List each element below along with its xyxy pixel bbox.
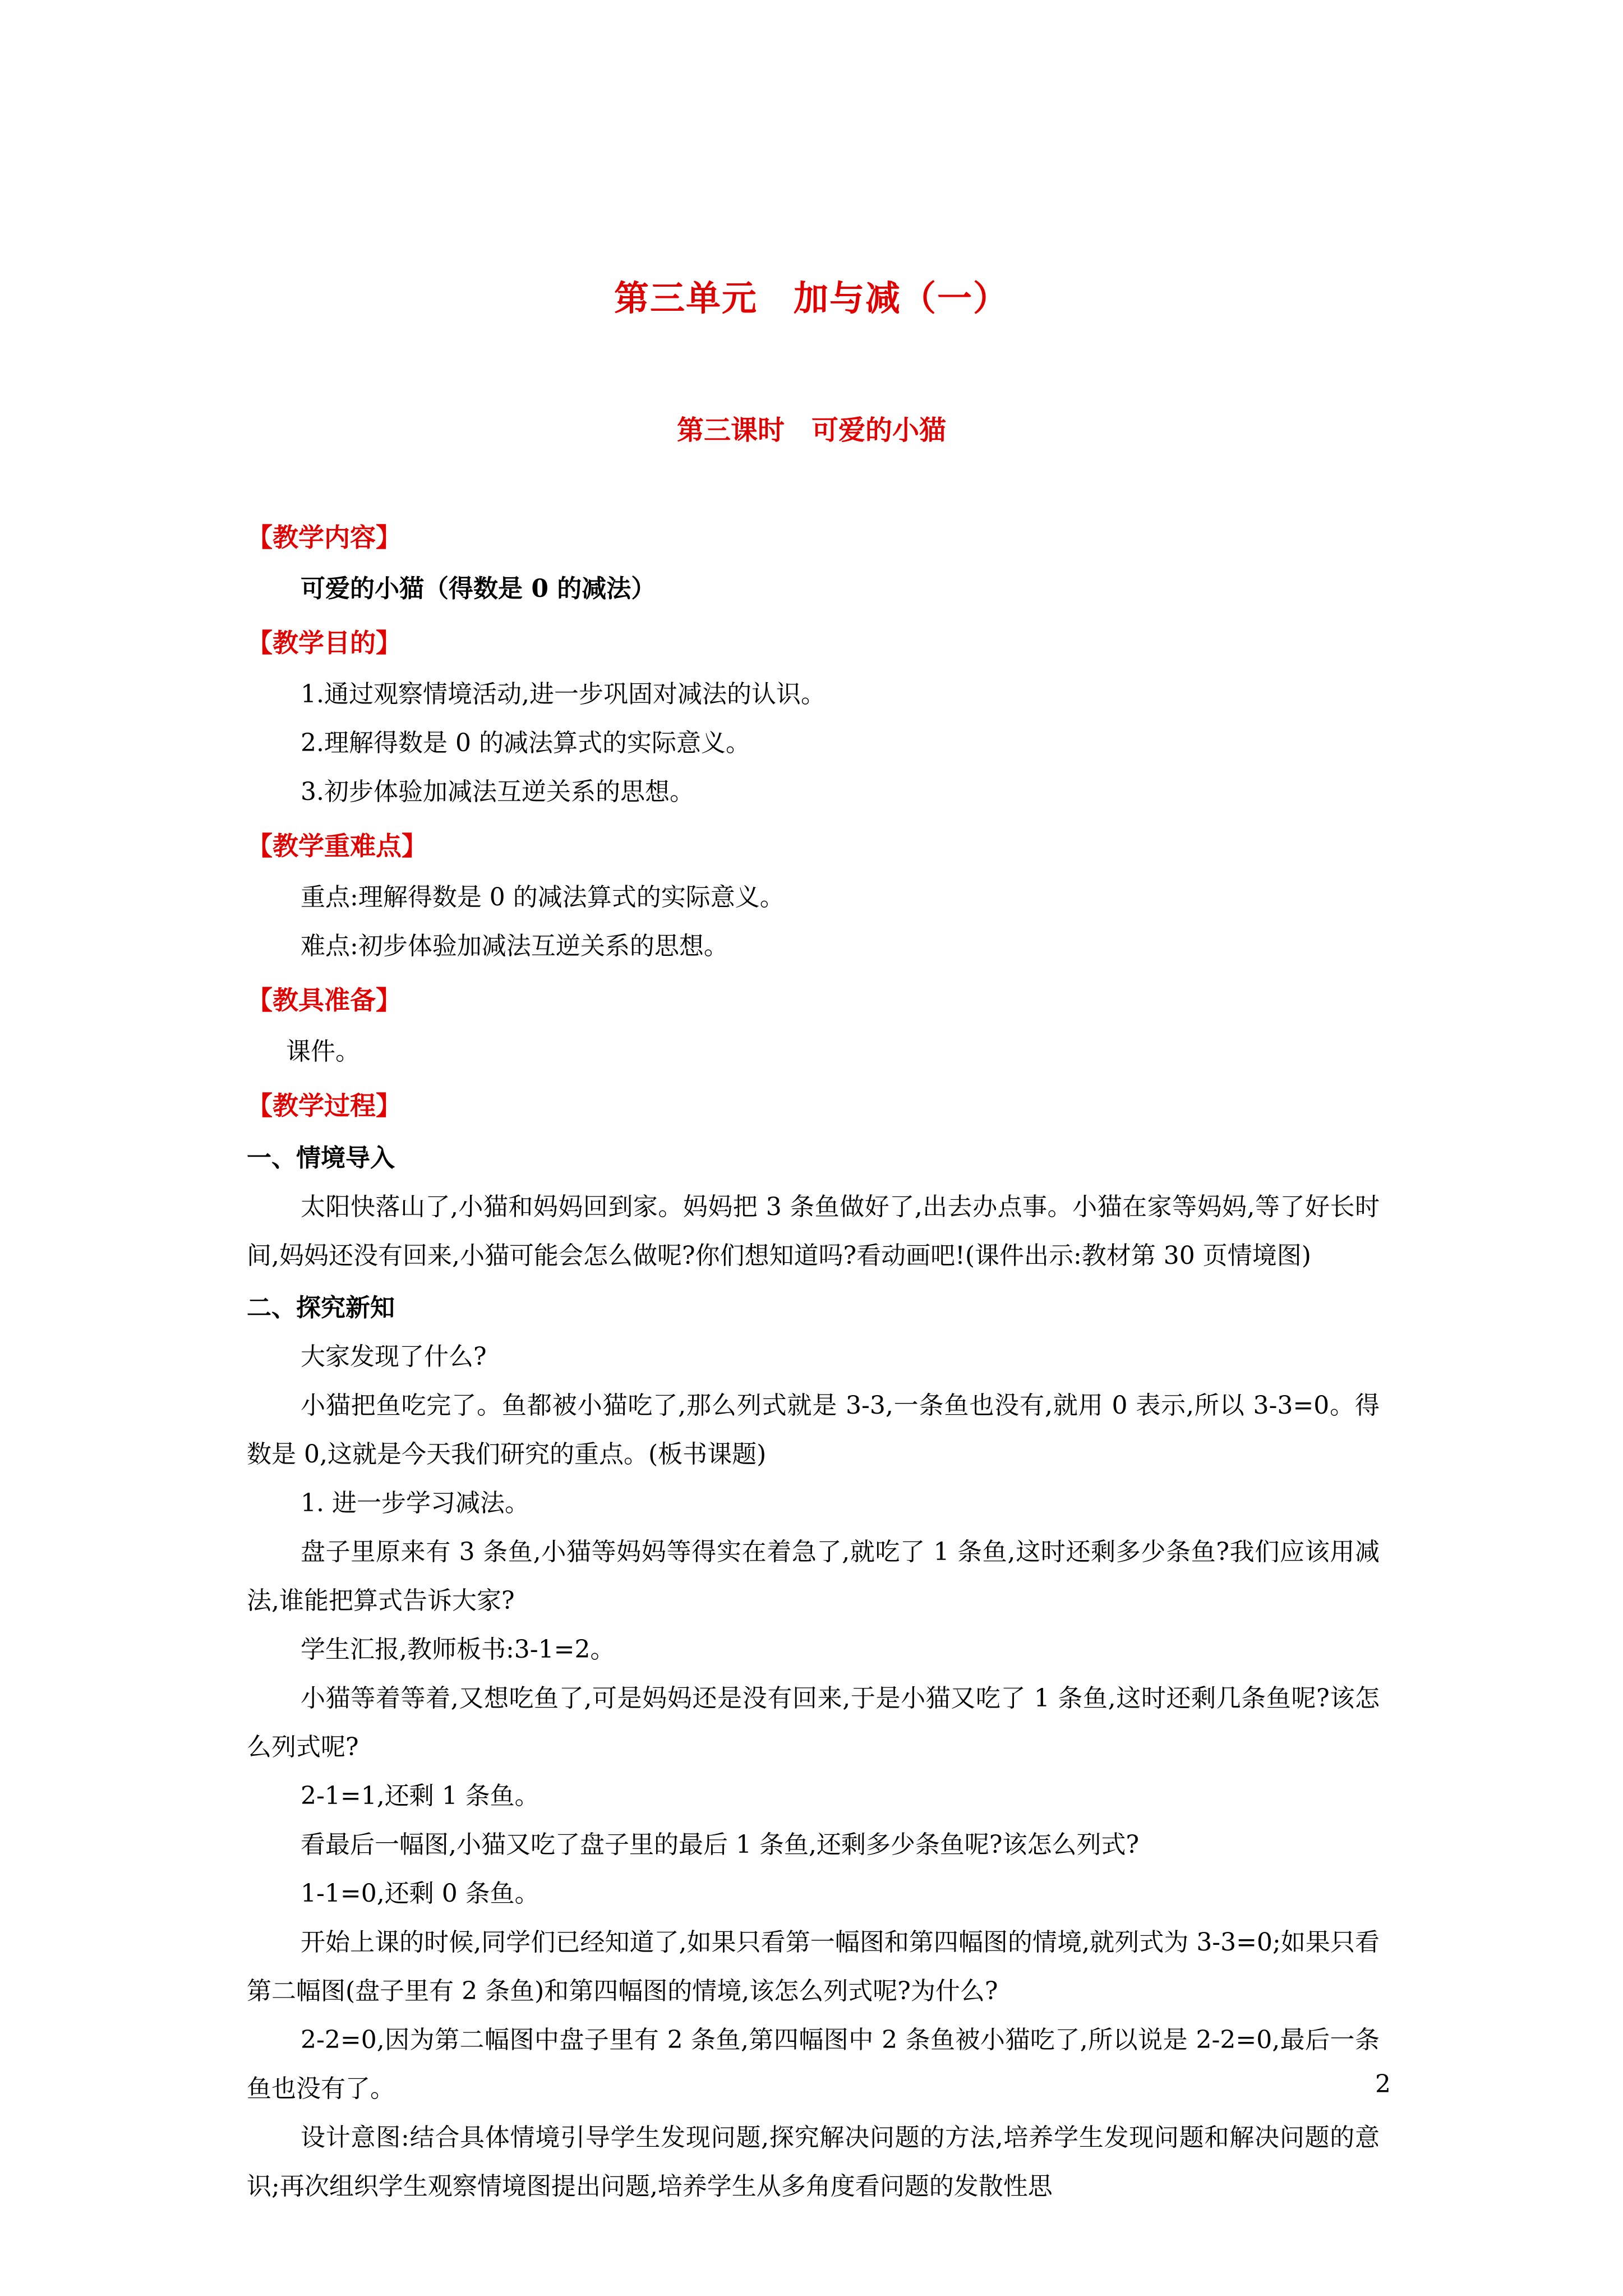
section-heading-content: 【教学内容】 <box>247 522 402 553</box>
body-paragraph: 盘子里原来有 3 条鱼,小猫等妈妈等得实在着急了,就吃了 1 条鱼,这时还剩多少条鱼?我们应该用减法,谁能把算式告诉大家? <box>247 1538 1380 1615</box>
section-heading-key-points: 【教学重难点】 <box>247 831 427 861</box>
tools-text: 课件。 <box>286 1037 360 1066</box>
lesson-subtitle: 第三课时 可爱的小猫 <box>676 415 946 446</box>
content-text: 可爱的小猫（得数是 0 的减法） <box>301 574 656 603</box>
page-number: 2 <box>1375 2070 1391 2099</box>
section-heading-process: 【教学过程】 <box>247 1091 402 1121</box>
goal-item: 2.理解得数是 0 的减法算式的实际意义。 <box>301 729 750 757</box>
body-paragraph: 小猫等着等着,又想吃鱼了,可是妈妈还是没有回来,于是小猫又吃了 1 条鱼,这时还剩几条鱼呢?该怎么列式呢? <box>247 1684 1380 1761</box>
key-point-item: 重点:理解得数是 0 的减法算式的实际意义。 <box>301 883 785 912</box>
section-heading-goals: 【教学目的】 <box>247 628 402 658</box>
body-paragraph: 看最后一幅图,小猫又吃了盘子里的最后 1 条鱼,还剩多少条鱼呢?该怎么列式? <box>301 1830 1140 1859</box>
body-paragraph: 1. 进一步学习减法。 <box>301 1489 529 1517</box>
body-paragraph: 设计意图:结合具体情境引导学生发现问题,探究解决问题的方法,培养学生发现问题和解决问题的意识;再次组织学生观察情境图提出问题,培养学生从多角度看问题的发散性思 <box>247 2123 1380 2201</box>
body-paragraph: 开始上课的时候,同学们已经知道了,如果只看第一幅图和第四幅图的情境,就列式为 3-3=0;如果只看第二幅图(盘子里有 2 条鱼)和第四幅图的情境,该怎么列式呢?为什么? <box>247 1928 1380 2005</box>
body-paragraph: 2-1=1,还剩 1 条鱼。 <box>301 1782 540 1810</box>
part-heading-intro: 一、情境导入 <box>247 1144 395 1172</box>
goal-item: 1.通过观察情境活动,进一步巩固对减法的认识。 <box>301 680 826 708</box>
key-point-item: 难点:初步体验加减法互逆关系的思想。 <box>301 932 728 960</box>
document-body <box>247 508 1380 2211</box>
body-paragraph: 2-2=0,因为第二幅图中盘子里有 2 条鱼,第四幅图中 2 条鱼被小猫吃了,所以说是 2-2=0,最后一条鱼也没有了。 <box>247 2026 1380 2103</box>
body-paragraph: 大家发现了什么? <box>301 1342 487 1371</box>
goal-item: 3.初步体验加减法互逆关系的思想。 <box>301 777 694 806</box>
part-heading-explore: 二、探究新知 <box>247 1294 395 1322</box>
unit-title: 第三单元 加与减（一） <box>614 278 1009 319</box>
intro-paragraph: 太阳快落山了,小猫和妈妈回到家。妈妈把 3 条鱼做好了,出去办点事。小猫在家等妈妈,等了好长时间,妈妈还没有回来,小猫可能会怎么做呢?你们想知道吗?看动画吧!(课件出示:教材第 30 页情境图) <box>247 1193 1380 1270</box>
body-paragraph: 1-1=0,还剩 0 条鱼。 <box>301 1879 540 1908</box>
body-paragraph: 小猫把鱼吃完了。鱼都被小猫吃了,那么列式就是 3-3,一条鱼也没有,就用 0 表示,所以 3-3=0。得数是 0,这就是今天我们研究的重点。(板书课题) <box>247 1391 1380 1469</box>
section-heading-tools: 【教具准备】 <box>247 985 402 1015</box>
body-paragraph: 学生汇报,教师板书:3-1=2。 <box>301 1635 615 1664</box>
